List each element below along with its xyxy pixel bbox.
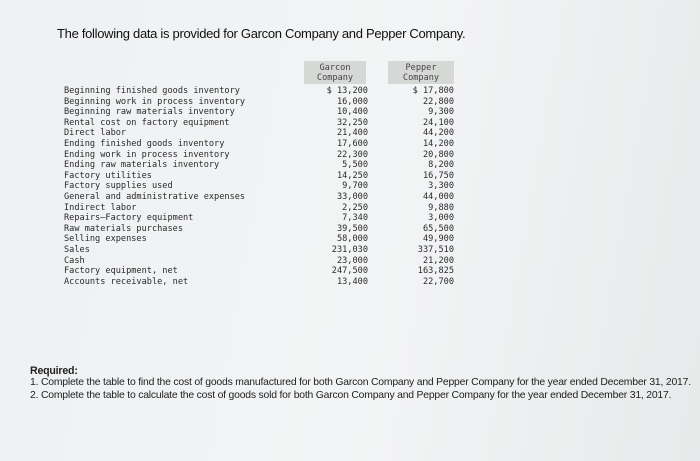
header-pepper <box>388 61 454 84</box>
row-label: Rental cost on factory equipment <box>64 117 230 128</box>
header-garcon-line2: Company <box>316 73 354 83</box>
row-label: Sales <box>64 244 90 255</box>
table-row <box>64 224 462 235</box>
table-row <box>64 266 462 277</box>
table-row <box>64 86 462 97</box>
pepper-value: 21,200 <box>422 255 454 266</box>
garcon-value: 2,250 <box>342 202 368 213</box>
row-label: Beginning raw materials inventory <box>64 107 235 118</box>
garcon-value: 247,500 <box>331 266 368 277</box>
data-table <box>64 58 462 287</box>
pepper-value: 44,000 <box>422 191 454 202</box>
garcon-value: 22,300 <box>336 149 368 160</box>
row-label: Ending raw materials inventory <box>64 160 220 171</box>
garcon-value: 33,000 <box>336 191 368 202</box>
table-row <box>64 256 462 267</box>
row-label: Beginning work in process inventory <box>64 96 246 107</box>
pepper-value: $ 17,800 <box>412 86 454 96</box>
required-heading: Required: <box>30 365 78 377</box>
garcon-value: 21,400 <box>336 128 368 139</box>
table-body <box>64 86 462 287</box>
garcon-value: 5,500 <box>342 160 368 171</box>
row-label: Beginning finished goods inventory <box>64 86 240 96</box>
row-label: Cash <box>64 255 85 266</box>
garcon-value: 39,500 <box>336 223 368 234</box>
pepper-value: 3,000 <box>428 213 454 224</box>
garcon-value: 58,000 <box>336 234 368 245</box>
row-label: Factory equipment, net <box>64 266 178 277</box>
header-garcon <box>304 61 366 84</box>
table-row <box>64 277 462 288</box>
garcon-value: 10,400 <box>336 107 368 118</box>
table-row <box>64 160 462 171</box>
table-header <box>64 58 462 84</box>
table-row <box>64 234 462 245</box>
row-label: Raw materials purchases <box>64 223 183 234</box>
table-row <box>64 181 462 192</box>
pepper-value: 65,500 <box>422 223 454 234</box>
pepper-value: 337,510 <box>417 244 454 255</box>
garcon-value: 9,700 <box>342 181 368 192</box>
pepper-value: 3,300 <box>428 181 454 192</box>
table-row <box>64 139 462 150</box>
garcon-value: 23,000 <box>336 255 368 266</box>
table-row <box>64 150 462 161</box>
pepper-value: 163,825 <box>417 266 454 277</box>
page-title: The following data is provided for Garcon Company and Pepper Company. <box>57 26 466 41</box>
garcon-value: 13,400 <box>336 276 368 287</box>
table-row <box>64 192 462 203</box>
row-label: Ending finished goods inventory <box>64 138 225 149</box>
row-label: Indirect labor <box>64 202 137 213</box>
pepper-value: 24,100 <box>422 117 454 128</box>
header-pepper-line1: Pepper <box>405 63 437 73</box>
row-label: Direct labor <box>64 128 127 139</box>
pepper-value: 49,900 <box>422 234 454 245</box>
pepper-value: 44,200 <box>422 128 454 139</box>
pepper-value: 16,750 <box>422 170 454 181</box>
header-pepper-line2: Company <box>402 73 440 83</box>
row-label: Accounts receivable, net <box>64 276 189 287</box>
pepper-value: 20,800 <box>422 149 454 160</box>
table-row <box>64 203 462 214</box>
garcon-value: 231,030 <box>331 244 368 255</box>
garcon-value: 16,000 <box>336 96 368 107</box>
table-row <box>64 97 462 108</box>
row-label: General and administrative expenses <box>64 191 246 202</box>
garcon-value: 17,600 <box>336 138 368 149</box>
row-label: Factory supplies used <box>64 181 173 192</box>
pepper-value: 8,200 <box>428 160 454 171</box>
garcon-value: 14,250 <box>336 170 368 181</box>
garcon-value: $ 13,200 <box>326 86 368 96</box>
row-label: Ending work in process inventory <box>64 149 230 160</box>
required-section <box>30 365 695 402</box>
pepper-value: 22,700 <box>422 276 454 287</box>
required-item-2: 2. Complete the table to calculate the cost of goods sold for both Garcon Company and Pepper Company for the year ended December 31, 2017. <box>30 389 672 401</box>
pepper-value: 14,200 <box>422 138 454 149</box>
pepper-value: 9,880 <box>428 202 454 213</box>
table-row <box>64 213 462 224</box>
row-label: Repairs—Factory equipment <box>64 213 194 224</box>
header-garcon-line1: Garcon <box>319 63 351 73</box>
pepper-value: 9,300 <box>428 107 454 118</box>
required-item-1: 1. Complete the table to find the cost of goods manufactured for both Garcon Company and Pepper Company for the year ended December 31, 2017. <box>30 377 691 389</box>
garcon-value: 7,340 <box>342 213 368 224</box>
row-label: Selling expenses <box>64 234 147 245</box>
table-row <box>64 245 462 256</box>
pepper-value: 22,800 <box>422 96 454 107</box>
table-row <box>64 171 462 182</box>
garcon-value: 32,250 <box>336 117 368 128</box>
row-label: Factory utilities <box>64 170 152 181</box>
table-row <box>64 128 462 139</box>
table-row <box>64 107 462 118</box>
table-row <box>64 118 462 129</box>
